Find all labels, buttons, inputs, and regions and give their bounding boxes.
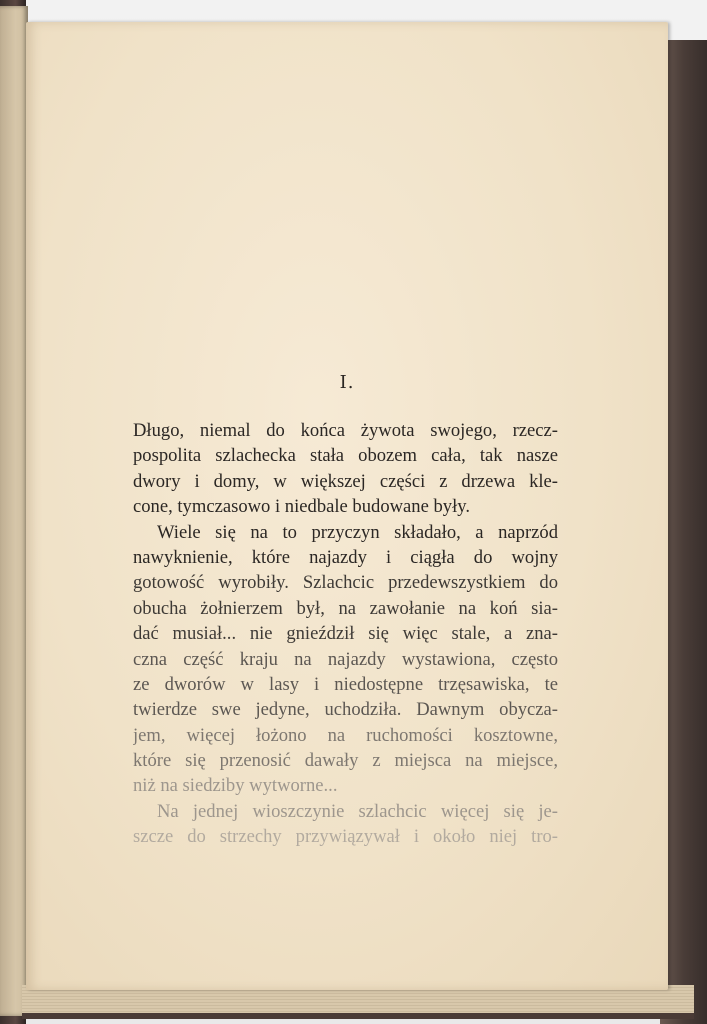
- text-line: Na jednej wioszczynie szlachcic więcej się je-: [157, 800, 558, 822]
- text-line: które się przenosić dawały z miejsca na miejsce,: [133, 750, 558, 772]
- book-page: [26, 22, 668, 990]
- body-text: [133, 418, 558, 850]
- text-line: dwory i domy, w większej części z drzewa kle-: [133, 470, 558, 492]
- previous-page-edge: [0, 6, 28, 1016]
- text-line: Wiele się na to przyczyn składało, a naprzód: [157, 521, 558, 543]
- text-line: dać musiał... nie gnieździł się więc stale, a zna-: [133, 623, 558, 645]
- text-line: szcze do strzechy przywiązywał i około niej tro-: [133, 826, 558, 848]
- text-line: twierdze swe jedyne, uchodziła. Dawnym obycza-: [133, 699, 558, 721]
- text-line: czna część kraju na najazdy wystawiona, często: [133, 648, 558, 670]
- text-line: obucha żołnierzem był, na zawołanie na koń sia-: [133, 597, 558, 619]
- text-line: nawyknienie, które najazdy i ciągła do wojny: [133, 546, 558, 568]
- text-line: ze dworów w lasy i niedostępne trzęsawiska, te: [133, 673, 558, 695]
- chapter-heading: I.: [339, 372, 355, 393]
- text-line: pospolita szlachecka stała obozem cała, tak nasze: [133, 445, 558, 467]
- text-line: gotowość wyrobiły. Szlachcic przedewszystkiem do: [133, 572, 558, 594]
- page-block-edge: [22, 985, 694, 1019]
- text-line: cone, tymczasowo i niedbale budowane były.: [133, 496, 470, 518]
- text-line: niż na siedziby wytworne...: [133, 775, 338, 797]
- text-line: Długo, niemal do końca żywota swojego, rzecz-: [133, 420, 558, 441]
- text-line: jem, więcej łożono na ruchomości kosztowne,: [133, 724, 558, 746]
